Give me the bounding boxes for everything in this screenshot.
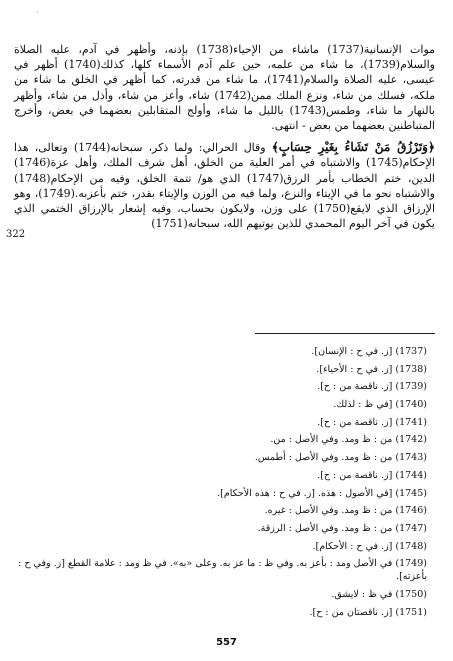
footnote: (1746) من : ظ ومد. وفي الأصل : غيره. [264,505,427,517]
footnote-separator [255,333,435,334]
margin-number: 322 [6,229,26,240]
footnote: (1749) في الأصل ومد : بأعز به. وفي ظ : ما عز به. وعلى «به». في ظ ومد : علامة القطع [ز. وفي ح : بأعزته]. [18,558,427,583]
footnote: (1747) من : ظ ومد. وفي الأصل : الرزقة. [257,522,427,534]
footnote: (1750) في ظ : لايشق. [331,588,427,600]
footnote: (1740) [في ظ : لذلك. [333,399,427,411]
quran-phrase: ﴿وَتَرْزُقُ مَنْ تَشَاءُ بِغَيْرِ حِسَابٍ﴾ [271,140,435,155]
footnote: (1751) [ز. ناقصتان من : ح]. [309,606,427,618]
paragraph-1: موات الإنسانية(1737) ماشاء من الإحياء(1738) بإذنه، وأظهر في آدم، عليه الصلاة والسلام(1739)، ما شاء من علمه، حين علم آدم الأسماء كلها، كذلك(1740) أظهر في عيسى، عليه الصلاة والسلام(1741)، ما شاء من قدرته، كما أظهر في الخلق ما شاء من ملكه، فسلك من شاء، ونزع الملك ممن(1742) شاء، وأعز من شاء، وأذل من شاء، وأظهر بالنهار ما شاء، وطمس(1743) بالليل ما شاء، وأولج المتقابلين بعضهما في بعض، وأخرج المتباطنين بعضهما من بعض - انتهى. [14,43,436,133]
main-text [14,42,435,238]
paragraph-2-text: وقال الحرالي: ولما ذكر، سبحانه(1744) وتعالى، هذا الإحكام(1745) والاشتباه في أمر العلية من الخلق، أهل شرف الملك، وأهل عزة(1746) الدين، ختم الخطاب بأمر الرزق(1747) الذي هو/ تتمة الخلق، وفيه من الإحكام(1748) والاشتباه نحو ما في الإيتاء والنزع، ولما فيه من الوزن والإيتاء بقدر، ختم بأعزبه.(1749)، وهو الإرزاق الذي لايقع(1750) على وزن، ولايكون بحساب، وفيه إشعار بالإرزاق الختمي الذي يكون في آخر اليوم المحمدي للذين يوتيهم الله، سبحانه(1751) [14,141,435,231]
footnotes-list [14,345,435,623]
footnote: (1744) [ز. ناقصة من : ح]. [317,469,427,481]
footnote: (1742) من : ظ ومد. وفي الأصل : من. [270,434,427,446]
footnote: (1741) [ز. ناقصة من : ح]. [317,416,427,428]
footnote: (1745) [في الأصول : هذه. [ز. في ح : هذه الأحكام]. [217,487,427,499]
footnote: (1743) من : ظ ومد. وفي الأصل : أطمس. [254,452,427,464]
footnote: (1738) [ز. في ح : الأحياء]. [316,363,427,375]
footnote: (1739) [ز. ناقصة من : ح]. [317,381,427,393]
footnote: (1748) [ز. في ح : الأحكام]. [312,540,427,552]
corner-mark: · [36,8,39,17]
page-number: 557 [216,637,237,648]
paragraph-2 [14,140,435,231]
footnote: (1737) [ز. في ح : الإنسان]. [311,346,427,357]
